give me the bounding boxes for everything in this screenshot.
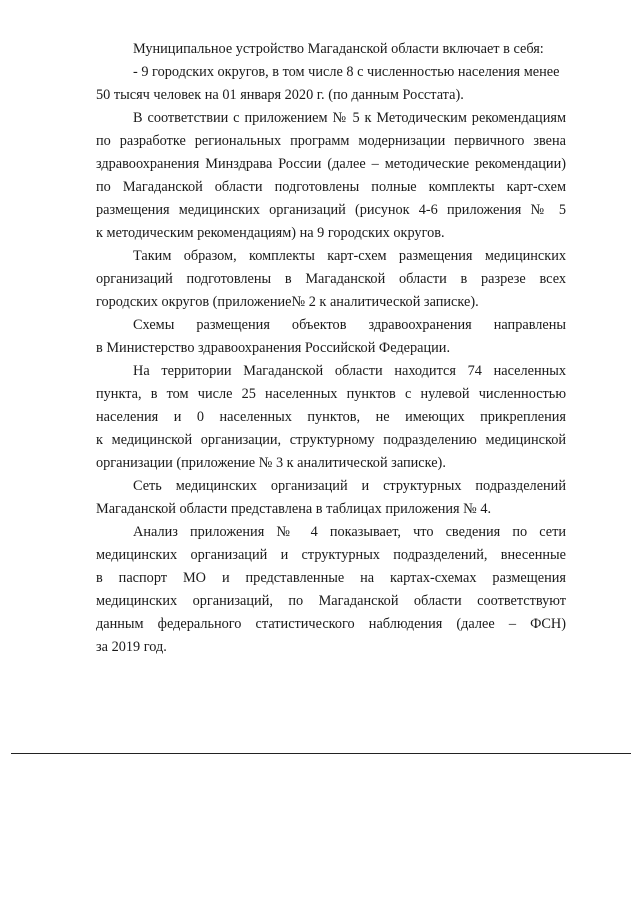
text-line: к медицинской организации, структурному подразделению медицинской <box>96 432 566 448</box>
text-line: Магаданской области представлена в таблицах приложения № 4. <box>96 501 492 517</box>
text-line: размещения медицинских организаций (рисунок 4-6 приложения № 5 <box>96 202 566 218</box>
text-line: - 9 городских округов, в том числе 8 с численностью населения менее <box>133 64 560 80</box>
text-line: данным федерального статистического наблюдения (далее – ФСН) <box>96 616 566 632</box>
text-line: пункта, в том числе 25 населенных пунктов с нулевой численностью <box>96 386 566 402</box>
text-line: Сеть медицинских организаций и структурных подразделений <box>133 478 566 494</box>
text-line: здравоохранения Минздрава России (далее – методические рекомендации) <box>96 156 566 172</box>
text-line: к методическим рекомендациям) на 9 городских округов. <box>96 225 445 241</box>
horizontal-divider <box>11 753 631 754</box>
text-line: В соответствии с приложением № 5 к Методическим рекомендациям <box>133 110 566 126</box>
text-line: организации (приложение № 3 к аналитической записке). <box>96 455 446 471</box>
text-line: населения и 0 населенных пунктов, не имеющих прикрепления <box>96 409 566 425</box>
text-line: городских округов (приложение№ 2 к аналитической записке). <box>96 294 479 310</box>
text-line: Схемы размещения объектов здравоохранения направлены <box>133 317 566 333</box>
text-line: по разработке региональных программ модернизации первичного звена <box>96 133 566 149</box>
text-line: Таким образом, комплекты карт-схем размещения медицинских <box>133 248 566 264</box>
text-line: за 2019 год. <box>96 639 167 655</box>
text-line: На территории Магаданской области находится 74 населенных <box>133 363 566 379</box>
text-line: по Магаданской области подготовлены полные комплекты карт-схем <box>96 179 566 195</box>
text-line: 50 тысяч человек на 01 января 2020 г. (по данным Росстата). <box>96 87 464 103</box>
text-line: медицинских организаций, по Магаданской области соответствуют <box>96 593 566 609</box>
text-line: в паспорт МО и представленные на картах-схемах размещения <box>96 570 566 586</box>
text-line: Муниципальное устройство Магаданской области включает в себя: <box>133 41 544 57</box>
text-line: Анализ приложения № 4 показывает, что сведения по сети <box>133 524 566 540</box>
text-line: организаций подготовлены в Магаданской области в разрезе всех <box>96 271 566 287</box>
text-line: медицинских организаций и структурных подразделений, внесенные <box>96 547 566 563</box>
text-line: в Министерство здравоохранения Российской Федерации. <box>96 340 451 356</box>
